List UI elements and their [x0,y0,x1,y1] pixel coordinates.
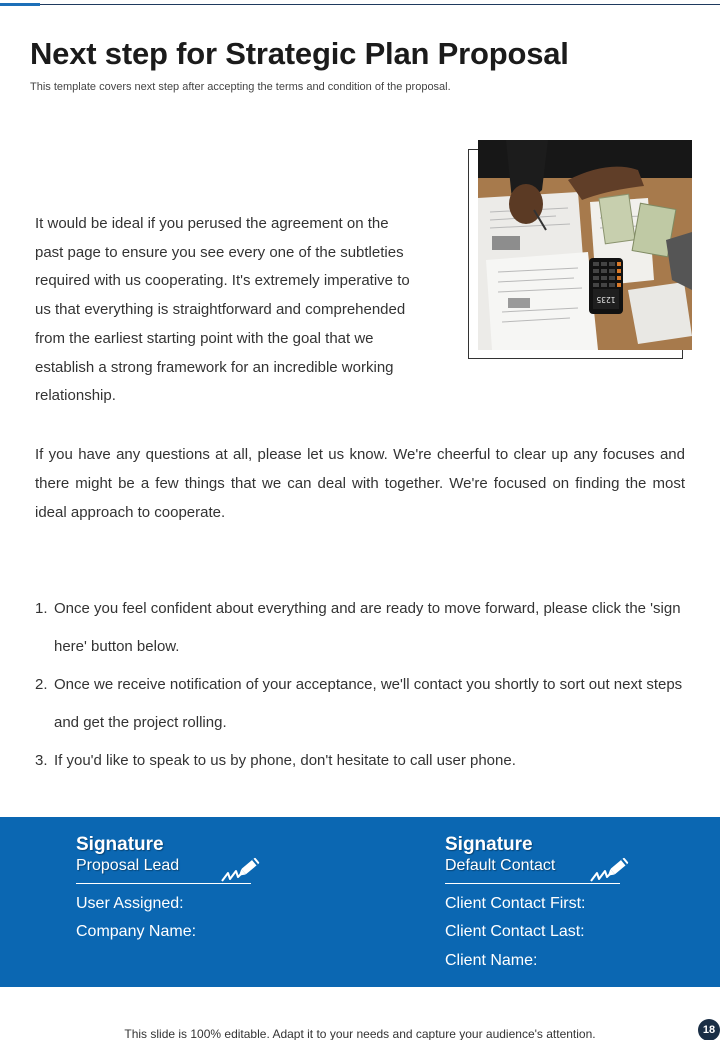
signature-block-proposal-lead [76,817,336,987]
step-number: 3. [35,752,48,769]
questions-paragraph: If you have any questions at all, please let us know. We're cheerful to clear up any focuses and there might be a few things that we can deal with together. We're focused on finding the most ideal approach to cooperate. [35,446,685,521]
pen-signature-icon[interactable] [589,851,631,887]
desk-photo [478,140,692,350]
signature-role: Proposal Lead [76,857,180,874]
list-item [35,666,685,742]
client-name-field[interactable]: Client Name: [445,952,538,969]
step-text: Once you feel confident about everything and are ready to move forward, please click the 'sign here' button below. [54,600,681,655]
signature-role: Default Contact [445,857,556,874]
step-text: Once we receive notification of your acceptance, we'll contact you shortly to sort out next steps and get the project rolling. [54,676,683,731]
user-assigned-field[interactable]: User Assigned: [76,895,184,912]
client-contact-last-field[interactable]: Client Contact Last: [445,923,585,940]
top-accent-bar [0,3,40,6]
company-name-field[interactable]: Company Name: [76,923,197,940]
intro-paragraph: It would be ideal if you perused the agreement on the past page to ensure you see every one of the subtleties required with us cooperating. It's extremely imperative to us that everything is straightforward and comprehended from the earliest starting point with the goal that we establish a strong framework for an incredible working relationship. [35,215,410,405]
signature-panel [0,817,720,987]
signature-block-default-contact [445,817,705,987]
next-steps-list [35,590,685,780]
pen-signature-icon[interactable] [220,851,262,887]
step-number: 1. [35,600,48,617]
footer-note: This slide is 100% editable. Adapt it to your needs and capture your audience's attention. [124,1027,596,1040]
desk-photo-illustration [478,140,692,350]
list-item [35,742,685,780]
calculator-display: 1235 [596,295,616,304]
page-subtitle: This template covers next step after accepting the terms and condition of the proposal. [30,81,451,93]
signature-title: Signature [445,834,533,855]
page-title: Next step for Strategic Plan Proposal [30,36,569,71]
top-rule [0,4,720,5]
list-item [35,590,685,666]
page-number-badge: 18 [698,1019,720,1040]
signature-title: Signature [76,834,164,855]
client-contact-first-field[interactable]: Client Contact First: [445,895,586,912]
step-number: 2. [35,676,48,693]
step-text: If you'd like to speak to us by phone, don't hesitate to call user phone. [54,752,516,769]
